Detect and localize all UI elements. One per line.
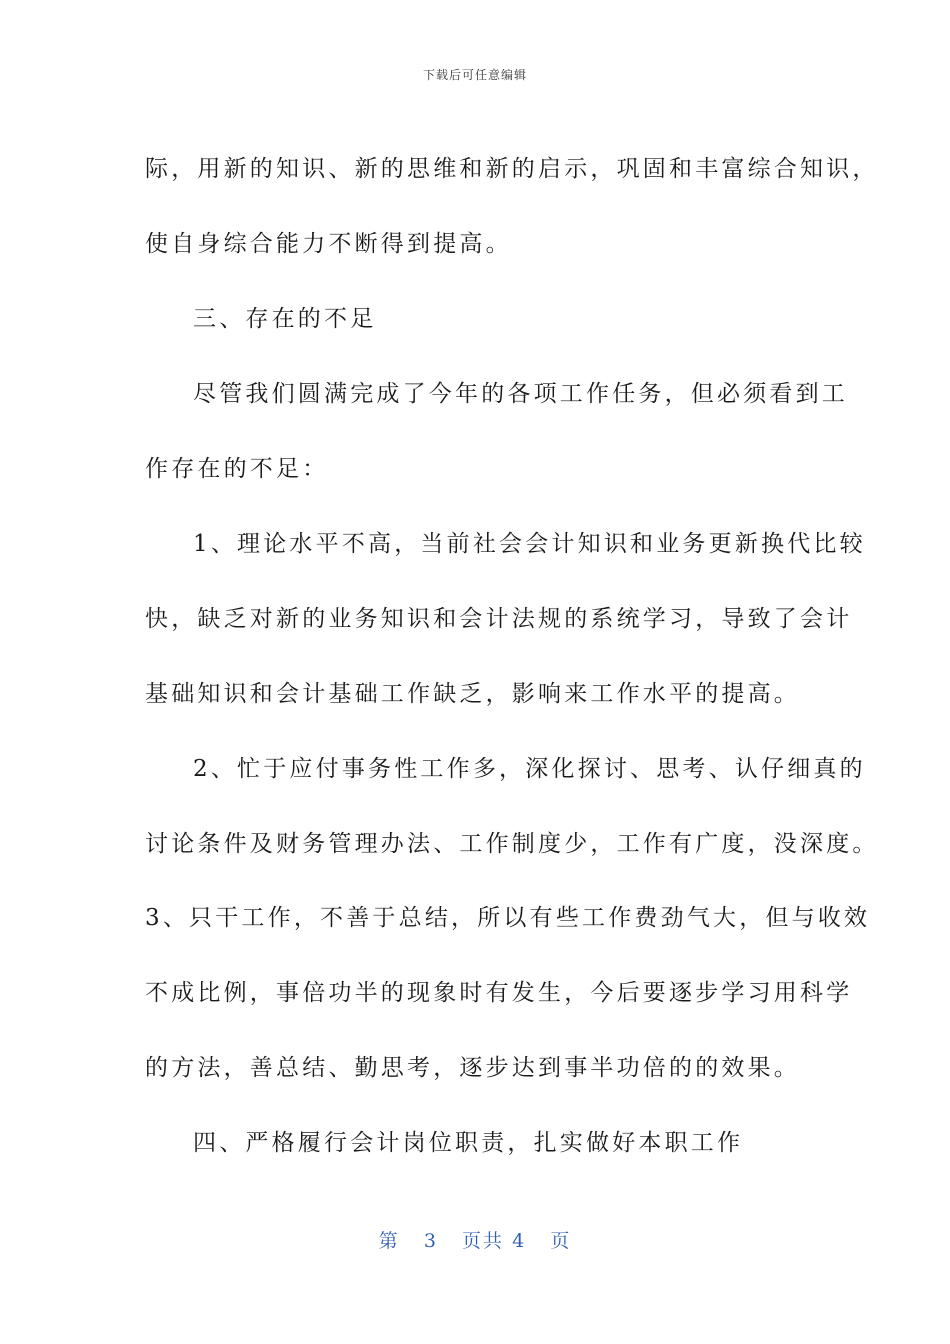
text-line-10: 讨论条件及财务管理办法、工作制度少，工作有广度，没深度。 [145, 831, 879, 857]
total-pages-number: 4 [512, 1230, 527, 1252]
footer-prefix: 第 [378, 1230, 400, 1252]
text-line-5: 作存在的不足： [145, 456, 329, 482]
text-line-6: 1、理论水平不高，当前社会会计知识和业务更新换代比较 [193, 531, 866, 557]
text-line-11: 3、只干工作，不善于总结，所以有些工作费劲气大，但与收效 [145, 905, 871, 931]
text-line-2: 使自身综合能力不断得到提高。 [145, 231, 512, 257]
section-heading-4: 四、严格履行会计岗位职责，扎实做好本职工作 [193, 1130, 744, 1156]
page-footer [0, 1226, 950, 1253]
page-header: 下载后可任意编辑 [422, 68, 527, 82]
footer-suffix: 页 [550, 1230, 572, 1252]
section-heading-3: 三、存在的不足 [193, 306, 377, 332]
footer-middle: 页共 [462, 1230, 505, 1252]
current-page-number: 3 [423, 1230, 438, 1252]
text-line-7: 快，缺乏对新的业务知识和会计法规的系统学习，导致了会计 [145, 606, 853, 632]
text-line-8: 基础知识和会计基础工作缺乏，影响来工作水平的提高。 [145, 681, 800, 707]
text-line-12: 不成比例，事倍功半的现象时有发生，今后要逐步学习用科学 [145, 980, 853, 1006]
text-line-1: 际，用新的知识、新的思维和新的启示，巩固和丰富综合知识， [145, 156, 879, 182]
text-line-13: 的方法，善总结、勤思考，逐步达到事半功倍的的效果。 [145, 1055, 800, 1081]
text-line-9: 2、忙于应付事务性工作多，深化探讨、思考、认仔细真的 [193, 756, 866, 782]
text-line-4: 尽管我们圆满完成了今年的各项工作任务，但必须看到工 [193, 381, 848, 407]
